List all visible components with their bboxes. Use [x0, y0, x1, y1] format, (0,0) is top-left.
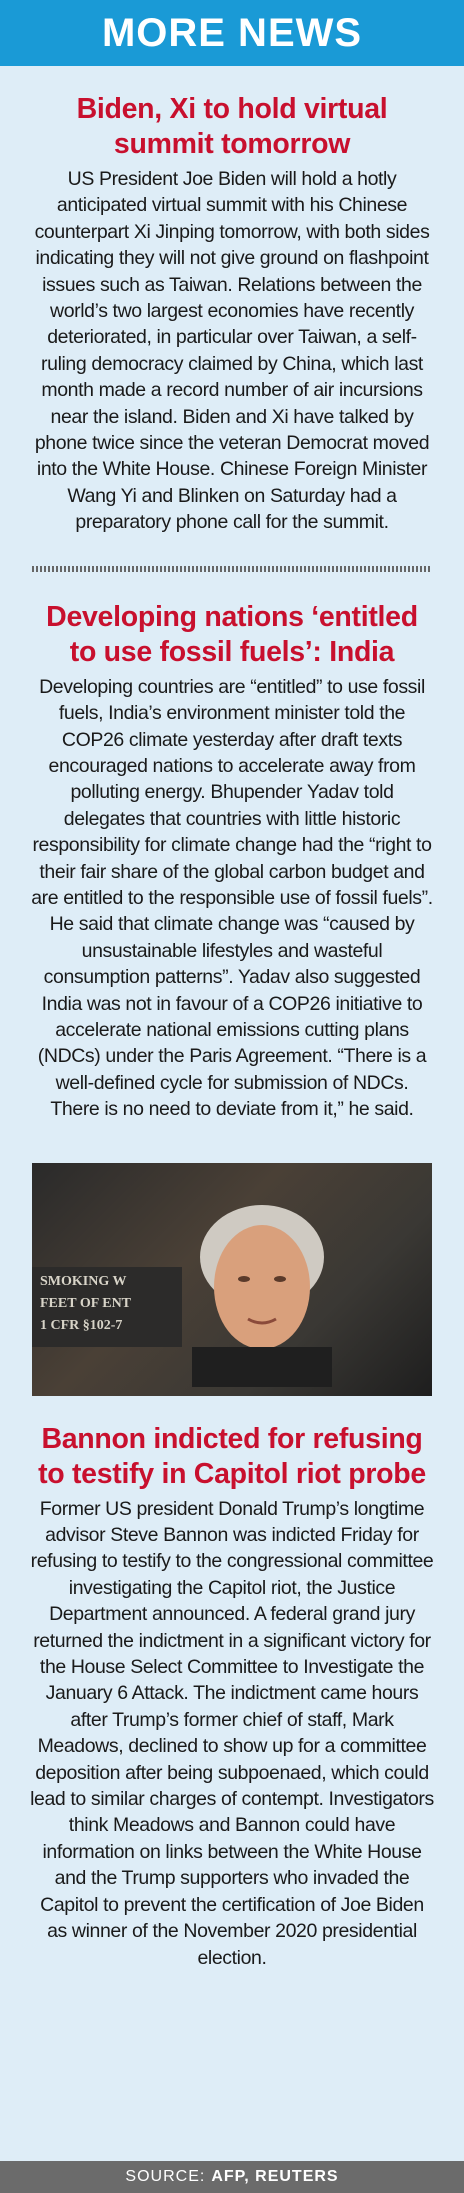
banner-title: MORE NEWS [101, 10, 363, 55]
background-sign [32, 1267, 182, 1347]
story-headline: Bannon indicted for refusing to testify in Capitol riot probe [38, 1422, 426, 1490]
source-bar [0, 2161, 464, 2193]
story-body: Former US president Donald Trump’s longtime advisor Steve Bannon was indicted Friday for refusing to testify to the congressional committee investigating the Capitol riot, the Justice Department announced. A federal grand jury returned the indictment in a significant victory for the House Select Committee to Investigate the January 6 Attack. The indictment came hours after Trump’s former chief of staff, Mark Meadows, declined to show up for a committee deposition after being subpoenaed, which could lead to similar charges of contempt. Investigators think Meadows and Bannon could have information on links between the White House and the Trump supporters who invaded the Capitol to prevent the certification of Joe Biden as winner of the November 2020 presidential election. [30, 1497, 434, 1969]
left-eye [238, 1276, 250, 1282]
sign-line: SMOKING W [40, 1273, 127, 1289]
sign-line: FEET OF ENT [40, 1295, 132, 1311]
story-body: US President Joe Biden will hold a hotly anticipated virtual summit with his Chinese counterpart Xi Jinping tomorrow, with both sides indicating they will not give ground on flashpoint issues such as Taiwan. Relations between the world’s two largest economies have recently deteriorated, in particular over Taiwan, a self-ruling democracy claimed by China, which last month made a record number of air incursions near the island. Biden and Xi have talked by phone twice since the veteran Democrat moved into the White House. Chinese Foreign Minister Wang Yi and Blinken on Saturday had a preparatory phone call for the summit. [34, 168, 430, 534]
more-news-banner [0, 0, 464, 66]
story-body: Developing countries are “entitled” to use fossil fuels, India’s environment minister told the COP26 climate yesterday after draft texts encouraged nations to accelerate away from polluting energy. Bhupender Yadav told delegates that countries with little historic responsibility for climate change had the “right to their fair share of the global carbon budget and are entitled to the responsible use of fossil fuels”. He said that climate change was “caused by unsustainable lifestyles and wasteful consumption patterns”. Yadav also suggested India was not in favour of a COP26 initiative to accelerate national emissions cutting plans (NDCs) under the Paris Agreement. “There is a well-defined cycle for submission of NDCs. There is no need to deviate from it,” he said. [31, 675, 433, 1121]
face-shape [214, 1225, 310, 1349]
story-headline: Biden, Xi to hold virtual summit tomorrow [76, 93, 388, 160]
story-headline: Developing nations ‘entitled to use fossil fuels’: India [46, 600, 418, 668]
bannon-photo [32, 1163, 432, 1396]
story-bannon-indicted [0, 1396, 464, 1971]
portrait-illustration [182, 1187, 342, 1387]
sign-line: 1 CFR §102-7 [40, 1317, 123, 1333]
source-label: SOURCE: [125, 2168, 206, 2185]
story-india-fossil-fuels [0, 572, 464, 1123]
story-biden-xi [0, 66, 464, 536]
jacket-shape [192, 1347, 332, 1387]
source-value: AFP, REUTERS [211, 2168, 339, 2185]
right-eye [274, 1276, 286, 1282]
